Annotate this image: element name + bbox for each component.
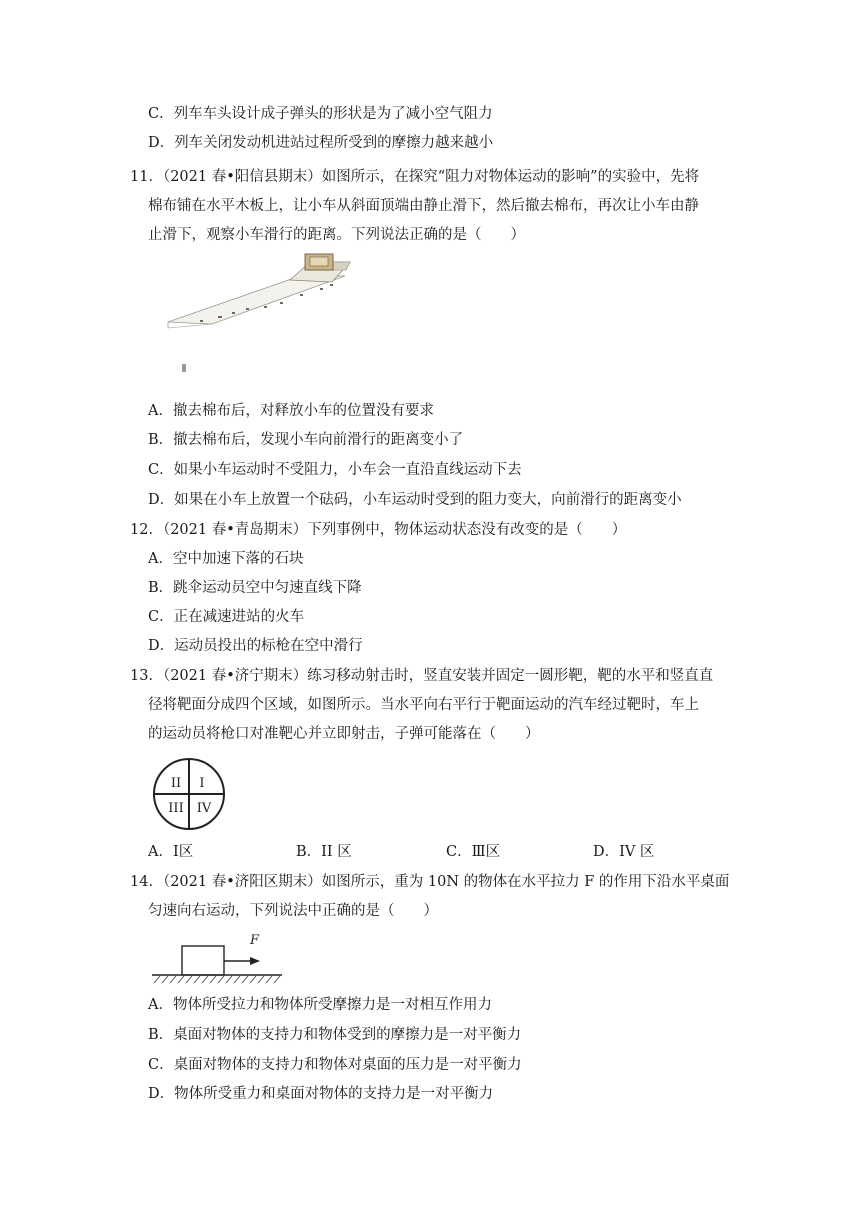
q11-stem-line2: 棉布铺在水平木板上，让小车从斜面顶端由静止滑下，然后撤去棉布，再次让小车由静 (148, 198, 699, 214)
force-label: F (250, 933, 260, 948)
q13-stem-line3: 的运动员将枪口对准靶心并立即射击，子弹可能落在（ ） (148, 726, 540, 742)
q13-option-a: A．Ⅰ区 (148, 844, 194, 860)
q13-option-d: D．IV 区 (593, 844, 655, 860)
prev-option-d: D．列车关闭发动机进站过程所受到的摩擦力越来越小 (148, 135, 494, 151)
q14-option-d: D．物体所受重力和桌面对物体的支持力是一对平衡力 (148, 1086, 494, 1102)
target-label-i: I (199, 776, 205, 791)
q14-stem-line2: 匀速向右运动，下列说法中正确的是（ ） (148, 903, 438, 919)
q11-option-d: D．如果在小车上放置一个砝码，小车运动时受到的阻力变大，向前滑行的距离变小 (148, 492, 682, 508)
q14-block-figure (150, 928, 286, 986)
q13-stem-line2: 径将靶面分成四个区域，如图所示。当水平向右平行于靶面运动的汽车经过靶时，车上 (148, 697, 699, 713)
target-label-iii: III (168, 801, 184, 816)
q12-option-d: D．运动员投出的标枪在空中滑行 (148, 638, 363, 654)
q13-target-figure (148, 756, 230, 832)
q11-incline-figure (160, 248, 360, 378)
q11-option-a: A．撤去棉布后，对释放小车的位置没有要求 (148, 403, 434, 419)
q11-option-c: C．如果小车运动时不受阻力，小车会一直沿直线运动下去 (148, 462, 522, 478)
q14-option-c: C．桌面对物体的支持力和物体对桌面的压力是一对平衡力 (148, 1057, 522, 1073)
q12-option-a: A．空中加速下落的石块 (148, 551, 304, 567)
q13-stem-line1: 13．（2021 春•济宁期末）练习移动射击时，竖直安装并固定一圆形靶，靶的水平和竖直直 (130, 668, 714, 684)
q11-stem-line3: 止滑下，观察小车滑行的距离。下列说法正确的是（ ） (148, 227, 525, 243)
prev-option-c: C．列车车头设计成子弹头的形状是为了减小空气阻力 (148, 106, 493, 122)
target-label-ii: II (170, 776, 182, 791)
target-label-iv: IV (196, 801, 212, 816)
q12-option-b: B．跳伞运动员空中匀速直线下降 (148, 580, 362, 596)
q14-stem-line1: 14．（2021 春•济阳区期末）如图所示，重为 10N 的物体在水平拉力 F 的作用下沿水平桌面 (130, 874, 730, 890)
q14-option-b: B．桌面对物体的支持力和物体受到的摩擦力是一对平衡力 (148, 1027, 522, 1043)
q14-option-a: A．物体所受拉力和物体所受摩擦力是一对相互作用力 (148, 997, 492, 1013)
q12-option-c: C．正在减速进站的火车 (148, 609, 305, 625)
q13-option-c: C．Ⅲ区 (446, 844, 501, 860)
q11-option-b: B．撤去棉布后，发现小车向前滑行的距离变小了 (148, 432, 464, 448)
q13-option-b: B．II 区 (296, 844, 352, 860)
q12-stem-line1: 12．（2021 春•青岛期末）下列事例中，物体运动状态没有改变的是（ ） (130, 522, 627, 538)
q11-stem-line1: 11．（2021 春•阳信县期末）如图所示，在探究“阻力对物体运动的影响”的实验中，先将 (130, 169, 700, 185)
